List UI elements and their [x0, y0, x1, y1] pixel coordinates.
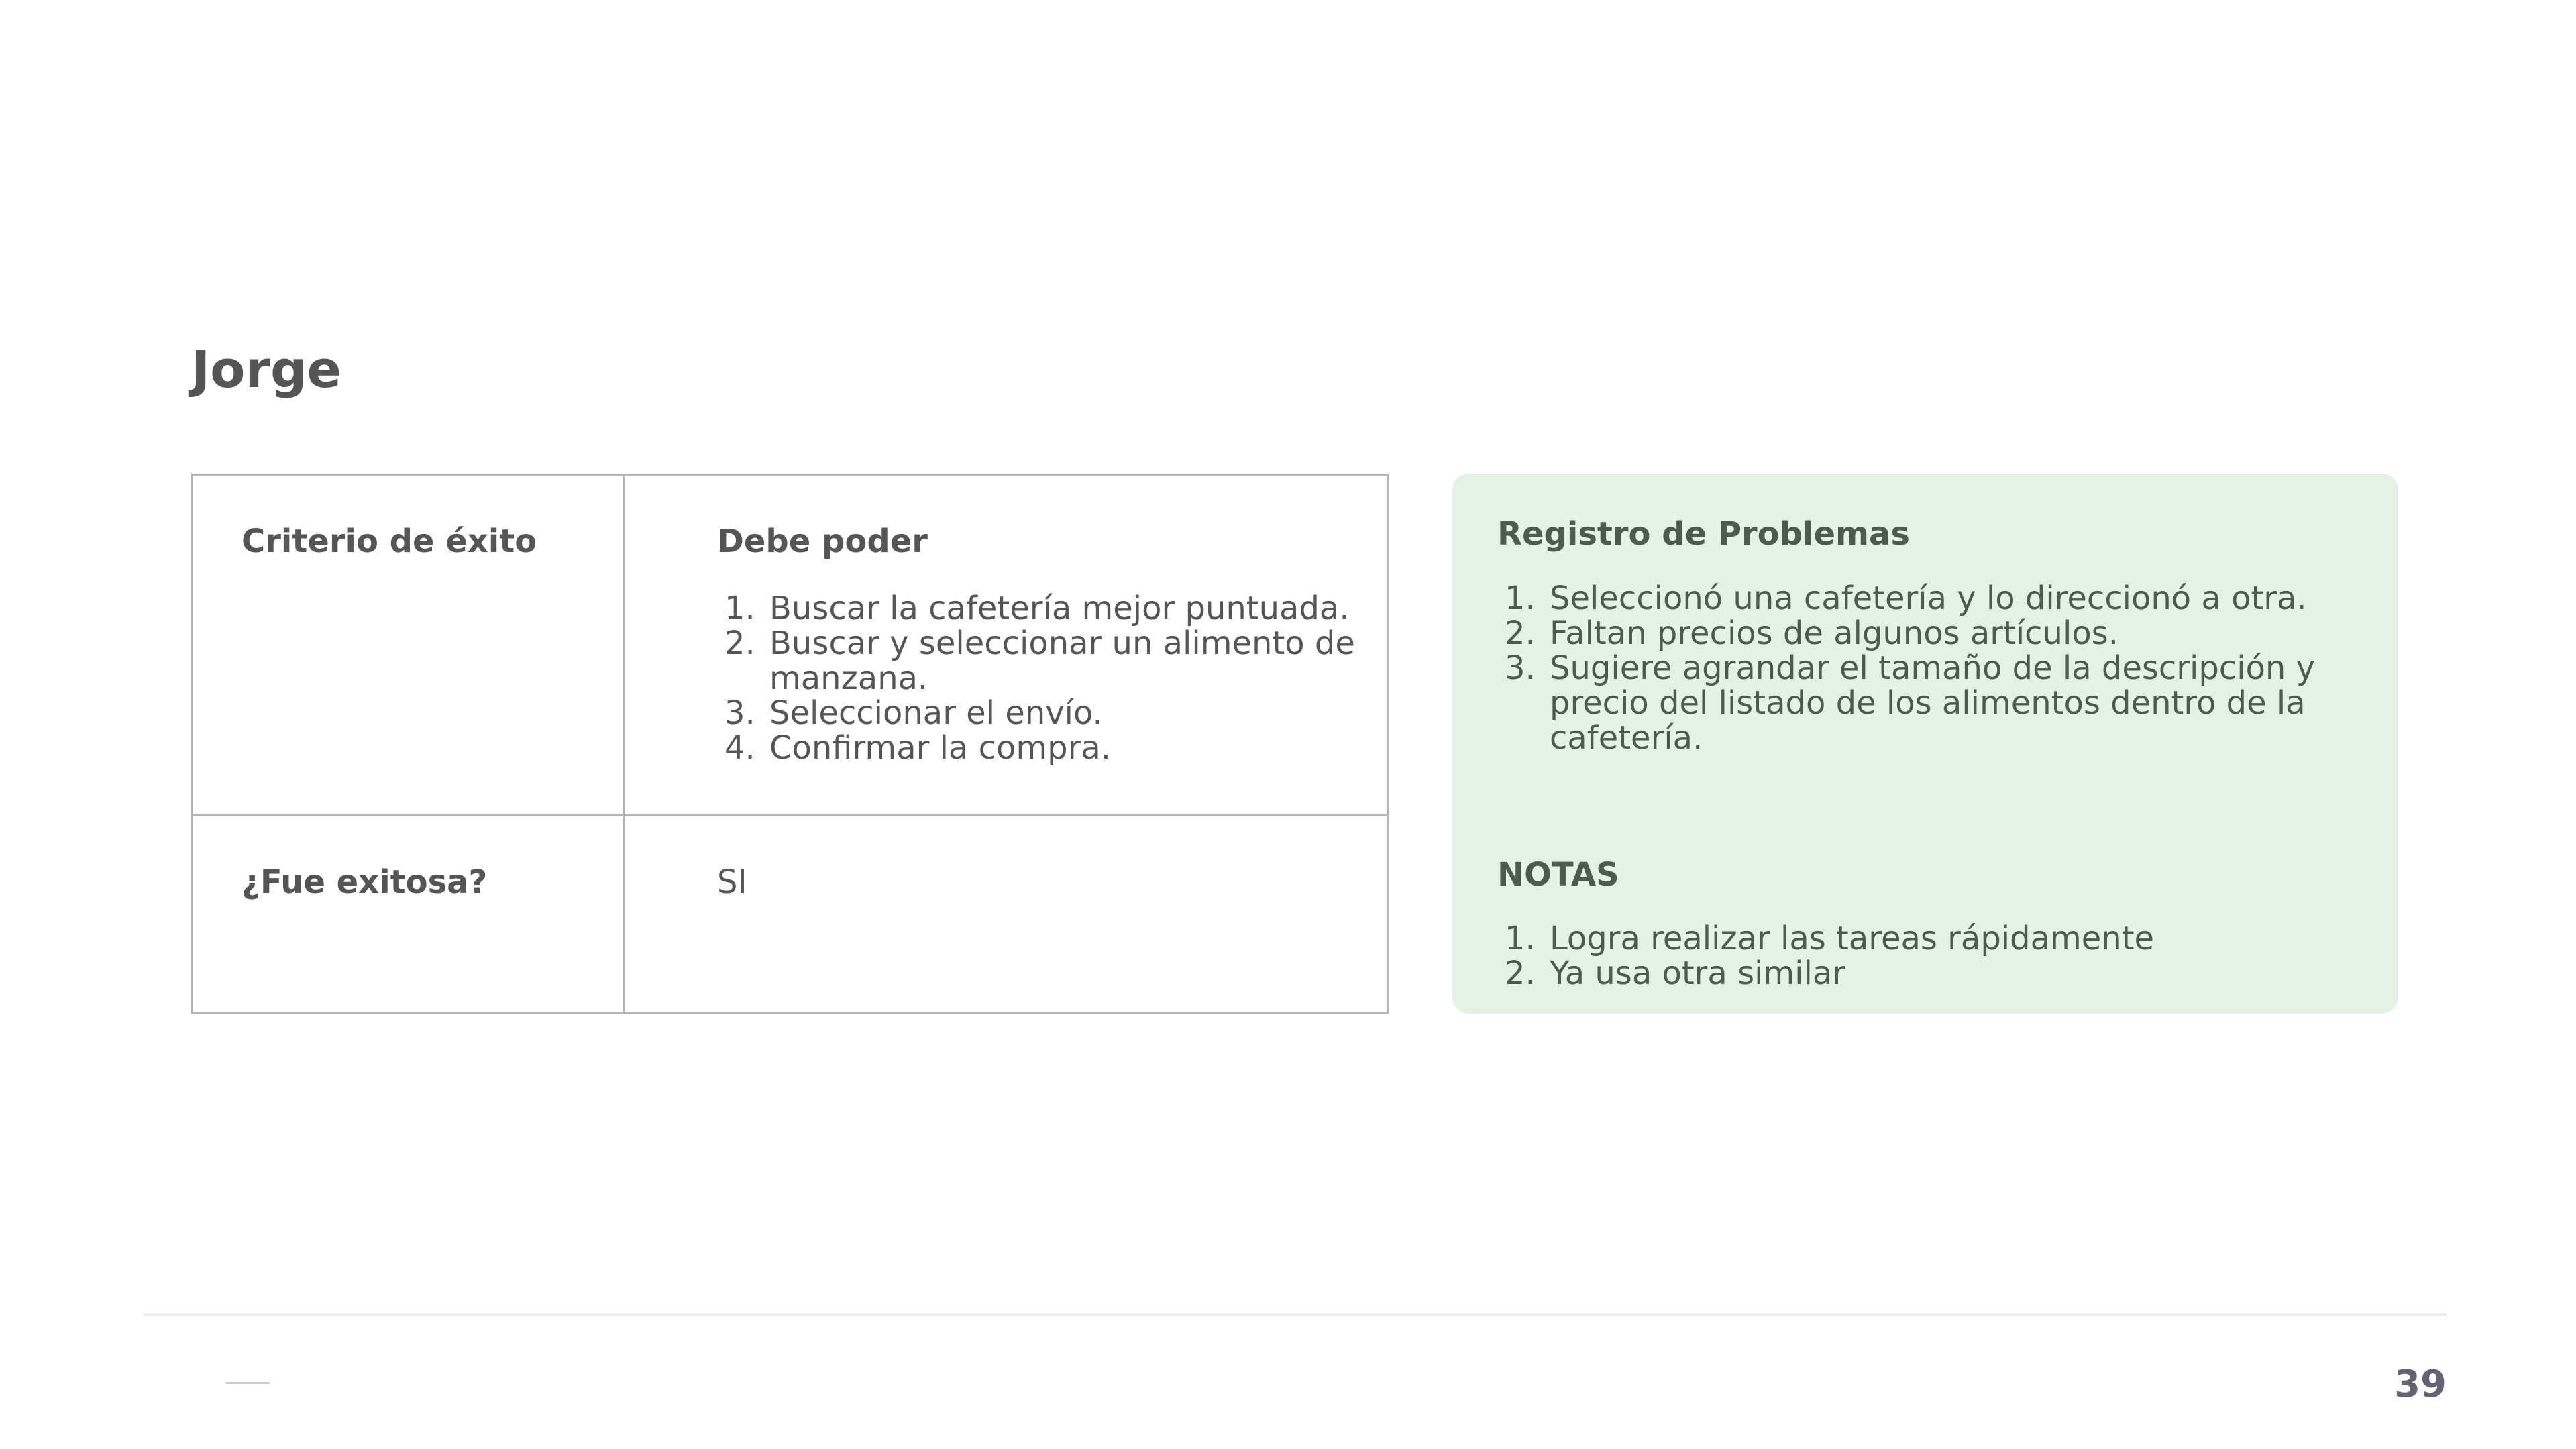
- task-list: [717, 591, 1360, 765]
- table-cell: [193, 475, 624, 816]
- page-number: 39: [2394, 1362, 2447, 1406]
- footer-divider: [143, 1313, 2447, 1316]
- table-row: [193, 816, 1388, 1014]
- notes-list: [1497, 921, 2371, 991]
- success-label: ¿Fue exitosa?: [241, 863, 488, 901]
- list-item: 2. Faltan precios de algunos artículos.: [1546, 616, 2371, 651]
- must-be-able-heading: Debe poder: [717, 523, 928, 560]
- list-item: 2. Ya usa otra similar: [1546, 956, 2371, 991]
- success-value: SI: [717, 863, 747, 901]
- success-criteria-table: [191, 474, 1389, 1014]
- problems-list: [1497, 581, 2371, 755]
- table-row: [193, 475, 1388, 816]
- problems-panel: [1452, 474, 2398, 1014]
- notes-section: [1497, 856, 2371, 991]
- problems-heading: Registro de Problemas: [1497, 515, 1910, 553]
- criteria-content: [625, 476, 1387, 765]
- table-cell: [624, 816, 1388, 1014]
- page-title: Jorge: [191, 339, 341, 399]
- list-item: 1. Logra realizar las tareas rápidamente: [1546, 921, 2371, 956]
- success-content: [625, 816, 1387, 902]
- list-item: 1. Seleccionó una cafetería y lo direccionó a otra.: [1546, 581, 2371, 616]
- list-item: 3. Sugiere agrandar el tamaño de la descripción y precio del listado de los alimentos dentro de la cafetería.: [1546, 651, 2371, 755]
- list-item: 2. Buscar y seleccionar un alimento de manzana.: [765, 626, 1360, 696]
- footer-dash: [226, 1382, 270, 1384]
- list-item: 1. Buscar la cafetería mejor puntuada.: [765, 591, 1360, 626]
- list-item: 4. Confirmar la compra.: [765, 731, 1360, 765]
- table-cell: [193, 816, 624, 1014]
- notes-heading: NOTAS: [1497, 855, 1619, 894]
- criteria-label: Criterio de éxito: [241, 523, 537, 560]
- list-item: 3. Seleccionar el envío.: [765, 696, 1360, 731]
- table-cell: [624, 475, 1388, 816]
